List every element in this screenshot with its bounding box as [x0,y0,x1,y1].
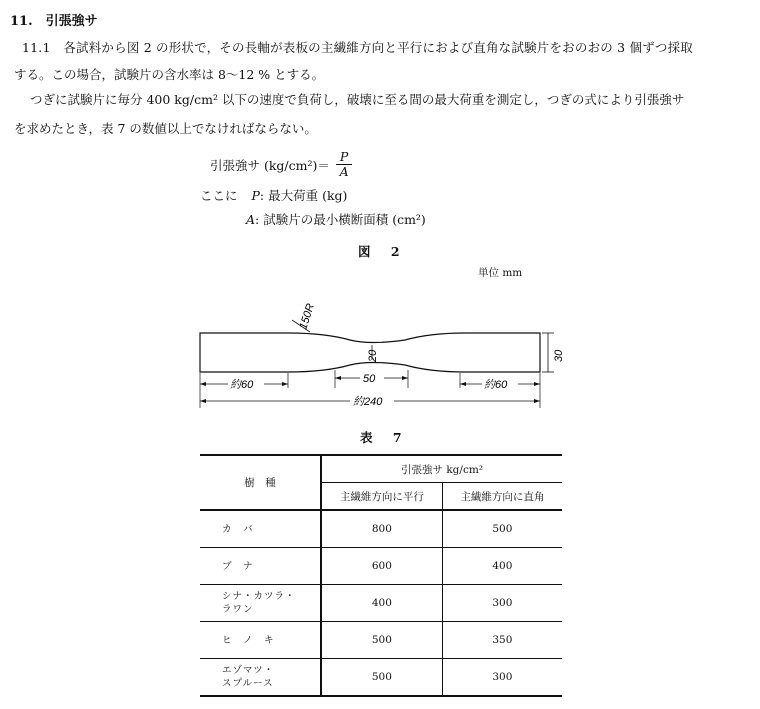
parallel-cell: 800 [321,510,442,548]
arrow-left-b [282,382,288,386]
parallel-cell: 500 [321,622,442,659]
paragraph-2-line-2: を求めたとき，表 7 の数値以上でなければならない。 [14,121,317,136]
parallel-cell: 400 [321,585,442,622]
a-description: : 試験片の最小横断面積 (cm²) [255,212,426,227]
figure-title: 図 2 [358,244,408,259]
arrow-center-b [402,376,408,380]
species-cell [200,585,321,622]
dim-center: 50 [363,373,376,385]
figure-unit: 単位 mm [478,267,523,279]
tensile-strength-table [200,454,562,697]
paragraph-1-line-1: 11.1 各試料から図 2 の形状で，その長軸が表板の主繊維方向と平行におよび直角な試験片をおのおの 3 個ずつ採取 [22,40,693,55]
arrow-right-b [534,382,540,386]
arrow-left-a [200,382,206,386]
dim-height-end: 30 [553,349,565,362]
formula-where-a [246,210,426,228]
arrow-center-a [335,376,341,380]
formula-where-p [200,186,347,204]
species-name: シナ・カツラ・ [222,591,296,602]
tensile-strength-formula [210,150,352,179]
dim-height-center: 20 [367,349,379,362]
parallel-cell: 500 [321,659,442,697]
dim-right: 約60 [484,379,508,391]
col-parallel: 主繊維方向に平行 [321,483,442,511]
dim-left: 約60 [230,379,254,391]
perpendicular-cell: 300 [442,659,562,697]
perpendicular-cell: 300 [442,585,562,622]
perpendicular-cell: 400 [442,548,562,585]
table-row [200,659,562,697]
species-name: エゾマツ・ [222,665,275,676]
dim-radius: 150R [297,302,317,331]
arrow-right-a [460,382,466,386]
p-description: : 最大荷重 (kg) [259,188,348,203]
col-species: 樹 種 [200,455,321,510]
col-perpendicular: 主繊維方向に直角 [442,483,562,511]
perpendicular-cell: 500 [442,510,562,548]
formula-denominator: A [339,164,349,179]
a-symbol: A [246,212,256,227]
species-name-line-2: ラワン [222,604,254,615]
table-row [200,548,562,585]
species-name: ブ ナ [222,560,254,572]
species-cell [200,548,321,585]
formula-lhs: 引張強サ (kg/cm²)＝ [210,157,330,173]
p-symbol: P [251,188,260,203]
col-group: 引張強サ kg/cm² [321,455,562,483]
table-header-row [200,455,562,483]
species-name: ヒ ノ キ [222,634,275,646]
species-cell [200,659,321,697]
table-title: 表 7 [360,430,410,445]
formula-numerator: P [336,150,352,165]
paragraph-2-line-1: つぎに試験片に毎分 400 kg/cm² 以下の速度で負荷し，破壊に至る間の最大荷重を測定し，つぎの式により引張強サ [30,92,685,107]
perpendicular-cell: 350 [442,622,562,659]
where-prefix: ここに [200,188,238,203]
parallel-cell: 600 [321,548,442,585]
dim-total: 約240 [353,396,383,408]
species-name: カ バ [222,523,254,535]
section-heading: 11. 引張強サ [10,14,98,29]
table-row [200,622,562,659]
table-row [200,510,562,548]
species-name-line-2: スプルース [222,678,274,689]
table-row [200,585,562,622]
arrow-total-a [200,399,206,403]
arrow-total-b [534,399,540,403]
formula-fraction [336,150,352,179]
specimen-drawing [190,300,570,415]
paragraph-1-line-2: する。この場合，試験片の含水率は 8～12 % とする。 [14,67,325,82]
species-cell [200,510,321,548]
species-cell [200,622,321,659]
